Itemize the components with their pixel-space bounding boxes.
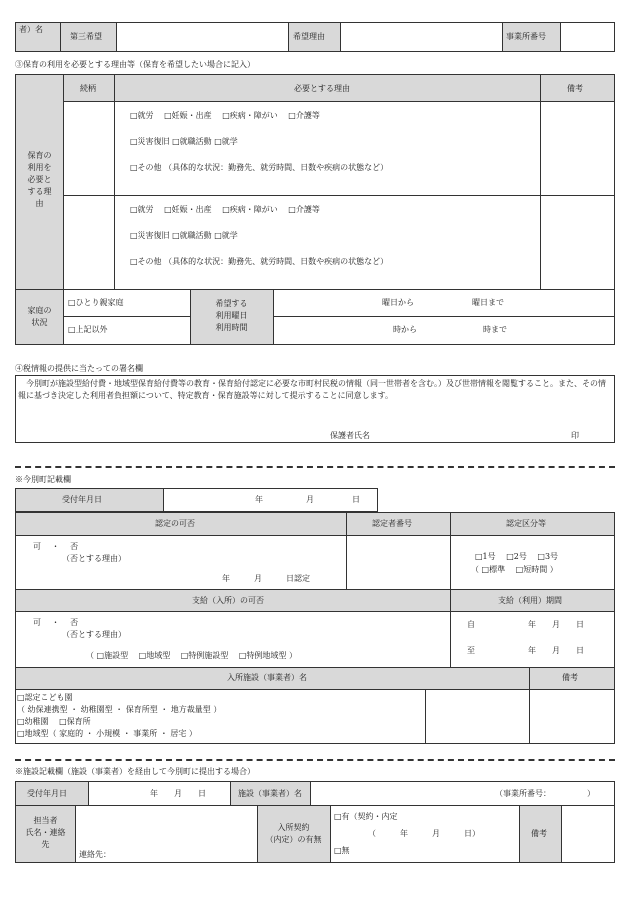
approval-no-reason: （否とする理由） [62,554,126,563]
family-single-parent: □ひとり親家庭 [68,298,124,307]
section3-title: ③保育の利用を必要とする理由等（保育を希望したい場合に記入） [15,60,255,69]
facility-section-title: ※施設記載欄（施設（事業者）を経由して今別町に提出する場合） [15,767,255,776]
name-tail-label: 者）名 [19,25,43,34]
category-header: 認定区分等 [506,519,546,528]
facility-opt4: □地域型（ 家庭的 ・ 小規模 ・ 事業所 ・ 居宅 ） [17,729,197,738]
family-side-label: 家庭の 状況 [27,306,52,327]
col-relation-header: 続柄 [80,84,96,93]
col-reason-header: 必要とする理由 [294,84,350,93]
approval-date: 年 月 日認定 [222,574,310,583]
town-remarks-header: 備考 [562,673,578,682]
day-to: 曜日まで [472,298,504,307]
contract-has: □有（契約・内定 [334,812,398,821]
facility-opt2: （ 幼保連携型 ・ 幼稚園型 ・ 保育所型 ・ 地方裁量型 ） [17,705,222,714]
third-choice-label: 第三希望 [70,32,102,41]
reason-block1-line3: □その他 （具体的な状況：勤務先、就労時間、日数や疾病の状態など） [130,163,389,172]
contract-label: 入所契約 （内定）の有無 [265,823,322,844]
section4-title: ④税情報の提供に当たっての署名欄 [15,364,143,373]
family-other: □上記以外 [68,325,108,334]
cut-line-1 [15,466,615,468]
office-no-label: 事業所番号 [506,32,546,41]
section3-side-label: 保育の 利用を 必要と する理 由 [27,151,52,208]
facility-opt1: □認定こども園 [17,693,73,702]
contract-none: □無 [334,846,350,855]
guardian-name-label: 保護者氏名 [330,431,370,440]
town-received-day: 日 [352,495,360,504]
facility-office-no: （事業所番号： ） [495,789,595,798]
consent-text: 今別町が施設型給付費・地域型保育給付費等の教育・保育給付認定に必要な市町村民税の情報（同一世帯者を含む。）及び世帯情報を閲覧すること。また、その情報に基づき決定した利用者負担額について、特定教育・保育施設等に対して提示することに同意します。 [18,379,606,400]
reason-block1-line2: □災害復旧 □就職活動 □就学 [130,137,238,146]
payment-header: 支給（入所）の可否 [192,596,264,605]
facility-received-date: 年 月 日 [150,789,206,798]
desired-label: 希望する 利用曜日 利用時間 [215,299,248,332]
facility-name-label: 施設（事業者）名 [238,789,302,798]
col-remarks-header: 備考 [567,84,583,93]
payment-yes-no: 可 ・ 否 [33,618,79,627]
time-to: 時まで [483,325,507,334]
person-label: 担当者 氏名・連絡 先 [25,816,66,849]
facility-remarks-label: 備考 [531,829,547,838]
time-from: 時から [393,325,417,334]
facility-types: （ □施設型 □地域型 □特例施設型 □特例地域型 ） [86,651,297,660]
payment-no-reason: （否とする理由） [62,630,126,639]
contact-label: 連絡先： [79,850,111,859]
approval-header: 認定の可否 [155,519,195,528]
seal-label: 印 [571,431,579,440]
reason-block2-line1: □就労 □妊娠・出産 □疾病・障がい □介護等 [130,205,320,214]
town-received-label: 受付年月日 [62,495,102,504]
cut-line-2 [15,759,615,761]
period-from: 自 [467,620,475,629]
reason-block1-line1: □就労 □妊娠・出産 □疾病・障がい □介護等 [130,111,320,120]
period-to: 至 [467,646,475,655]
reason-block2-line2: □災害復旧 □就職活動 □就学 [130,231,238,240]
day-from: 曜日から [382,298,414,307]
period-to-date: 年 月 日 [528,646,584,655]
approver-no-header: 認定者番号 [372,519,412,528]
town-received-month: 月 [306,495,314,504]
period-from-date: 年 月 日 [528,620,584,629]
approval-yes-no: 可 ・ 否 [33,542,79,551]
contract-date: （ 年 月 日） [368,829,480,838]
facility-name-header: 入所施設（事業者）名 [227,673,307,682]
facility-received-label: 受付年月日 [27,789,67,798]
facility-opt3: □幼稚園 □保育所 [17,717,91,726]
town-section-title: ※今別町記載欄 [15,475,71,484]
town-received-year: 年 [255,495,263,504]
reason-block2-line3: □その他 （具体的な状況：勤務先、就労時間、日数や疾病の状態など） [130,257,389,266]
category-line2: （ □標準 □短時間 ） [471,565,558,574]
category-line1: □1号 □2号 □3号 [475,552,559,561]
reason-label: 希望理由 [293,32,325,41]
period-header: 支給（利用）期間 [498,596,562,605]
